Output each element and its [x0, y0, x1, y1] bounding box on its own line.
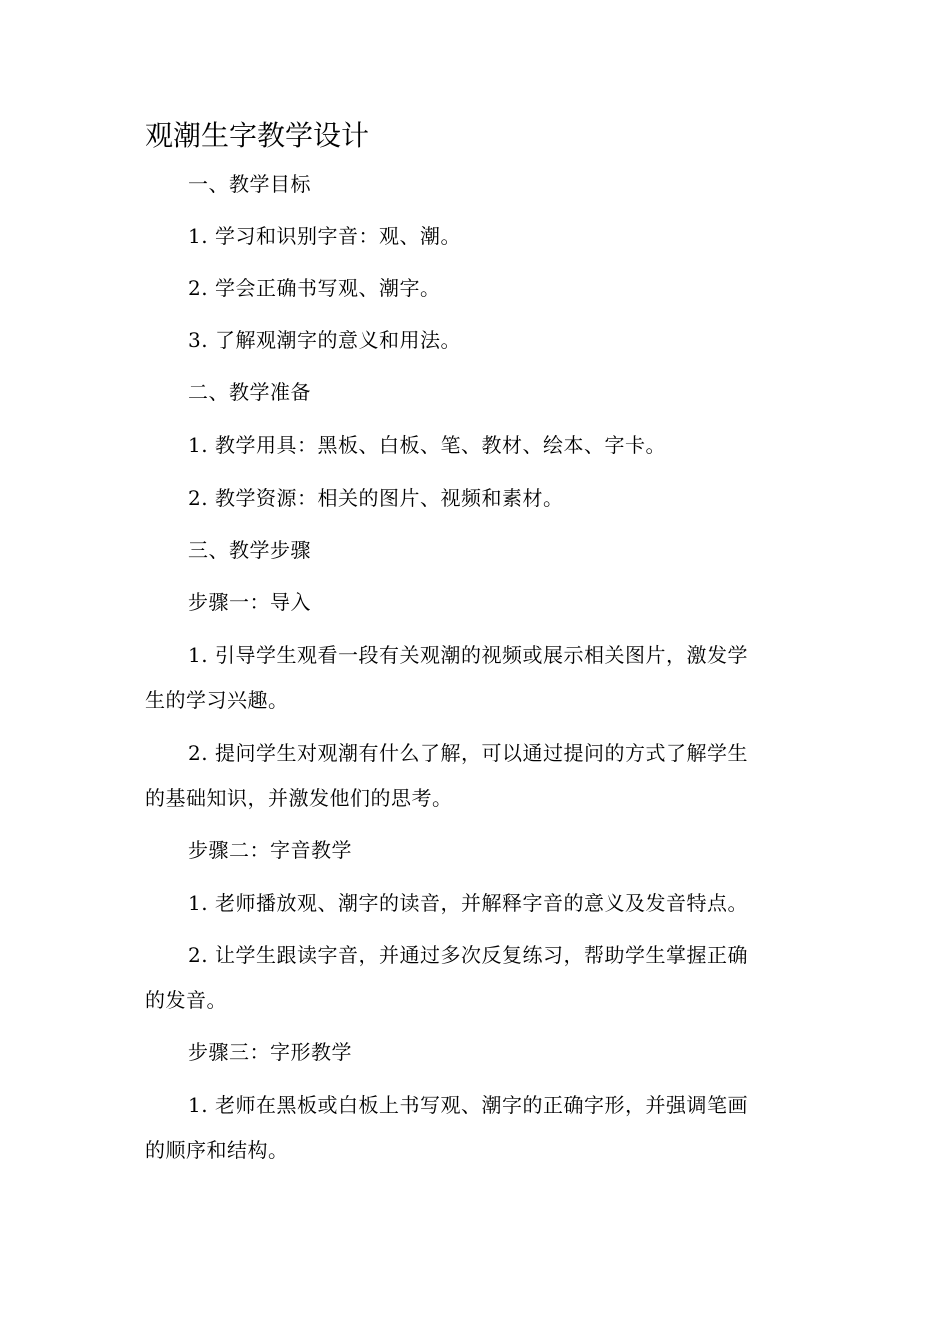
step1-item-2-line2: 的基础知识，并激发他们的思考。: [145, 786, 453, 810]
objective-item-1: 1. 学习和识别字音：观、潮。: [188, 224, 461, 248]
step-heading-3: 步骤三：字形教学: [188, 1040, 352, 1064]
step2-item-2-line1: 2. 让学生跟读字音，并通过多次反复练习，帮助学生掌握正确: [188, 943, 748, 967]
section-heading-steps: 三、教学步骤: [188, 538, 311, 562]
preparation-item-2: 2. 教学资源：相关的图片、视频和素材。: [188, 486, 564, 510]
step2-item-2-line2: 的发音。: [145, 988, 227, 1012]
preparation-item-1: 1. 教学用具：黑板、白板、笔、教材、绘本、字卡。: [188, 433, 666, 457]
step-heading-1: 步骤一：导入: [188, 590, 311, 614]
step-heading-2: 步骤二：字音教学: [188, 838, 352, 862]
step3-item-1-line2: 的顺序和结构。: [145, 1138, 289, 1162]
objective-item-2: 2. 学会正确书写观、潮字。: [188, 276, 441, 300]
objective-item-3: 3. 了解观潮字的意义和用法。: [188, 328, 461, 352]
step3-item-1-line1: 1. 老师在黑板或白板上书写观、潮字的正确字形，并强调笔画: [188, 1093, 748, 1117]
step1-item-2-line1: 2. 提问学生对观潮有什么了解，可以通过提问的方式了解学生: [188, 741, 748, 765]
step1-item-1-line2: 生的学习兴趣。: [145, 688, 289, 712]
document-title: 观潮生字教学设计: [145, 119, 370, 152]
section-heading-preparation: 二、教学准备: [188, 380, 311, 404]
step2-item-1: 1. 老师播放观、潮字的读音，并解释字音的意义及发音特点。: [188, 891, 748, 915]
step1-item-1-line1: 1. 引导学生观看一段有关观潮的视频或展示相关图片，激发学: [188, 643, 748, 667]
section-heading-objectives: 一、教学目标: [188, 172, 311, 196]
